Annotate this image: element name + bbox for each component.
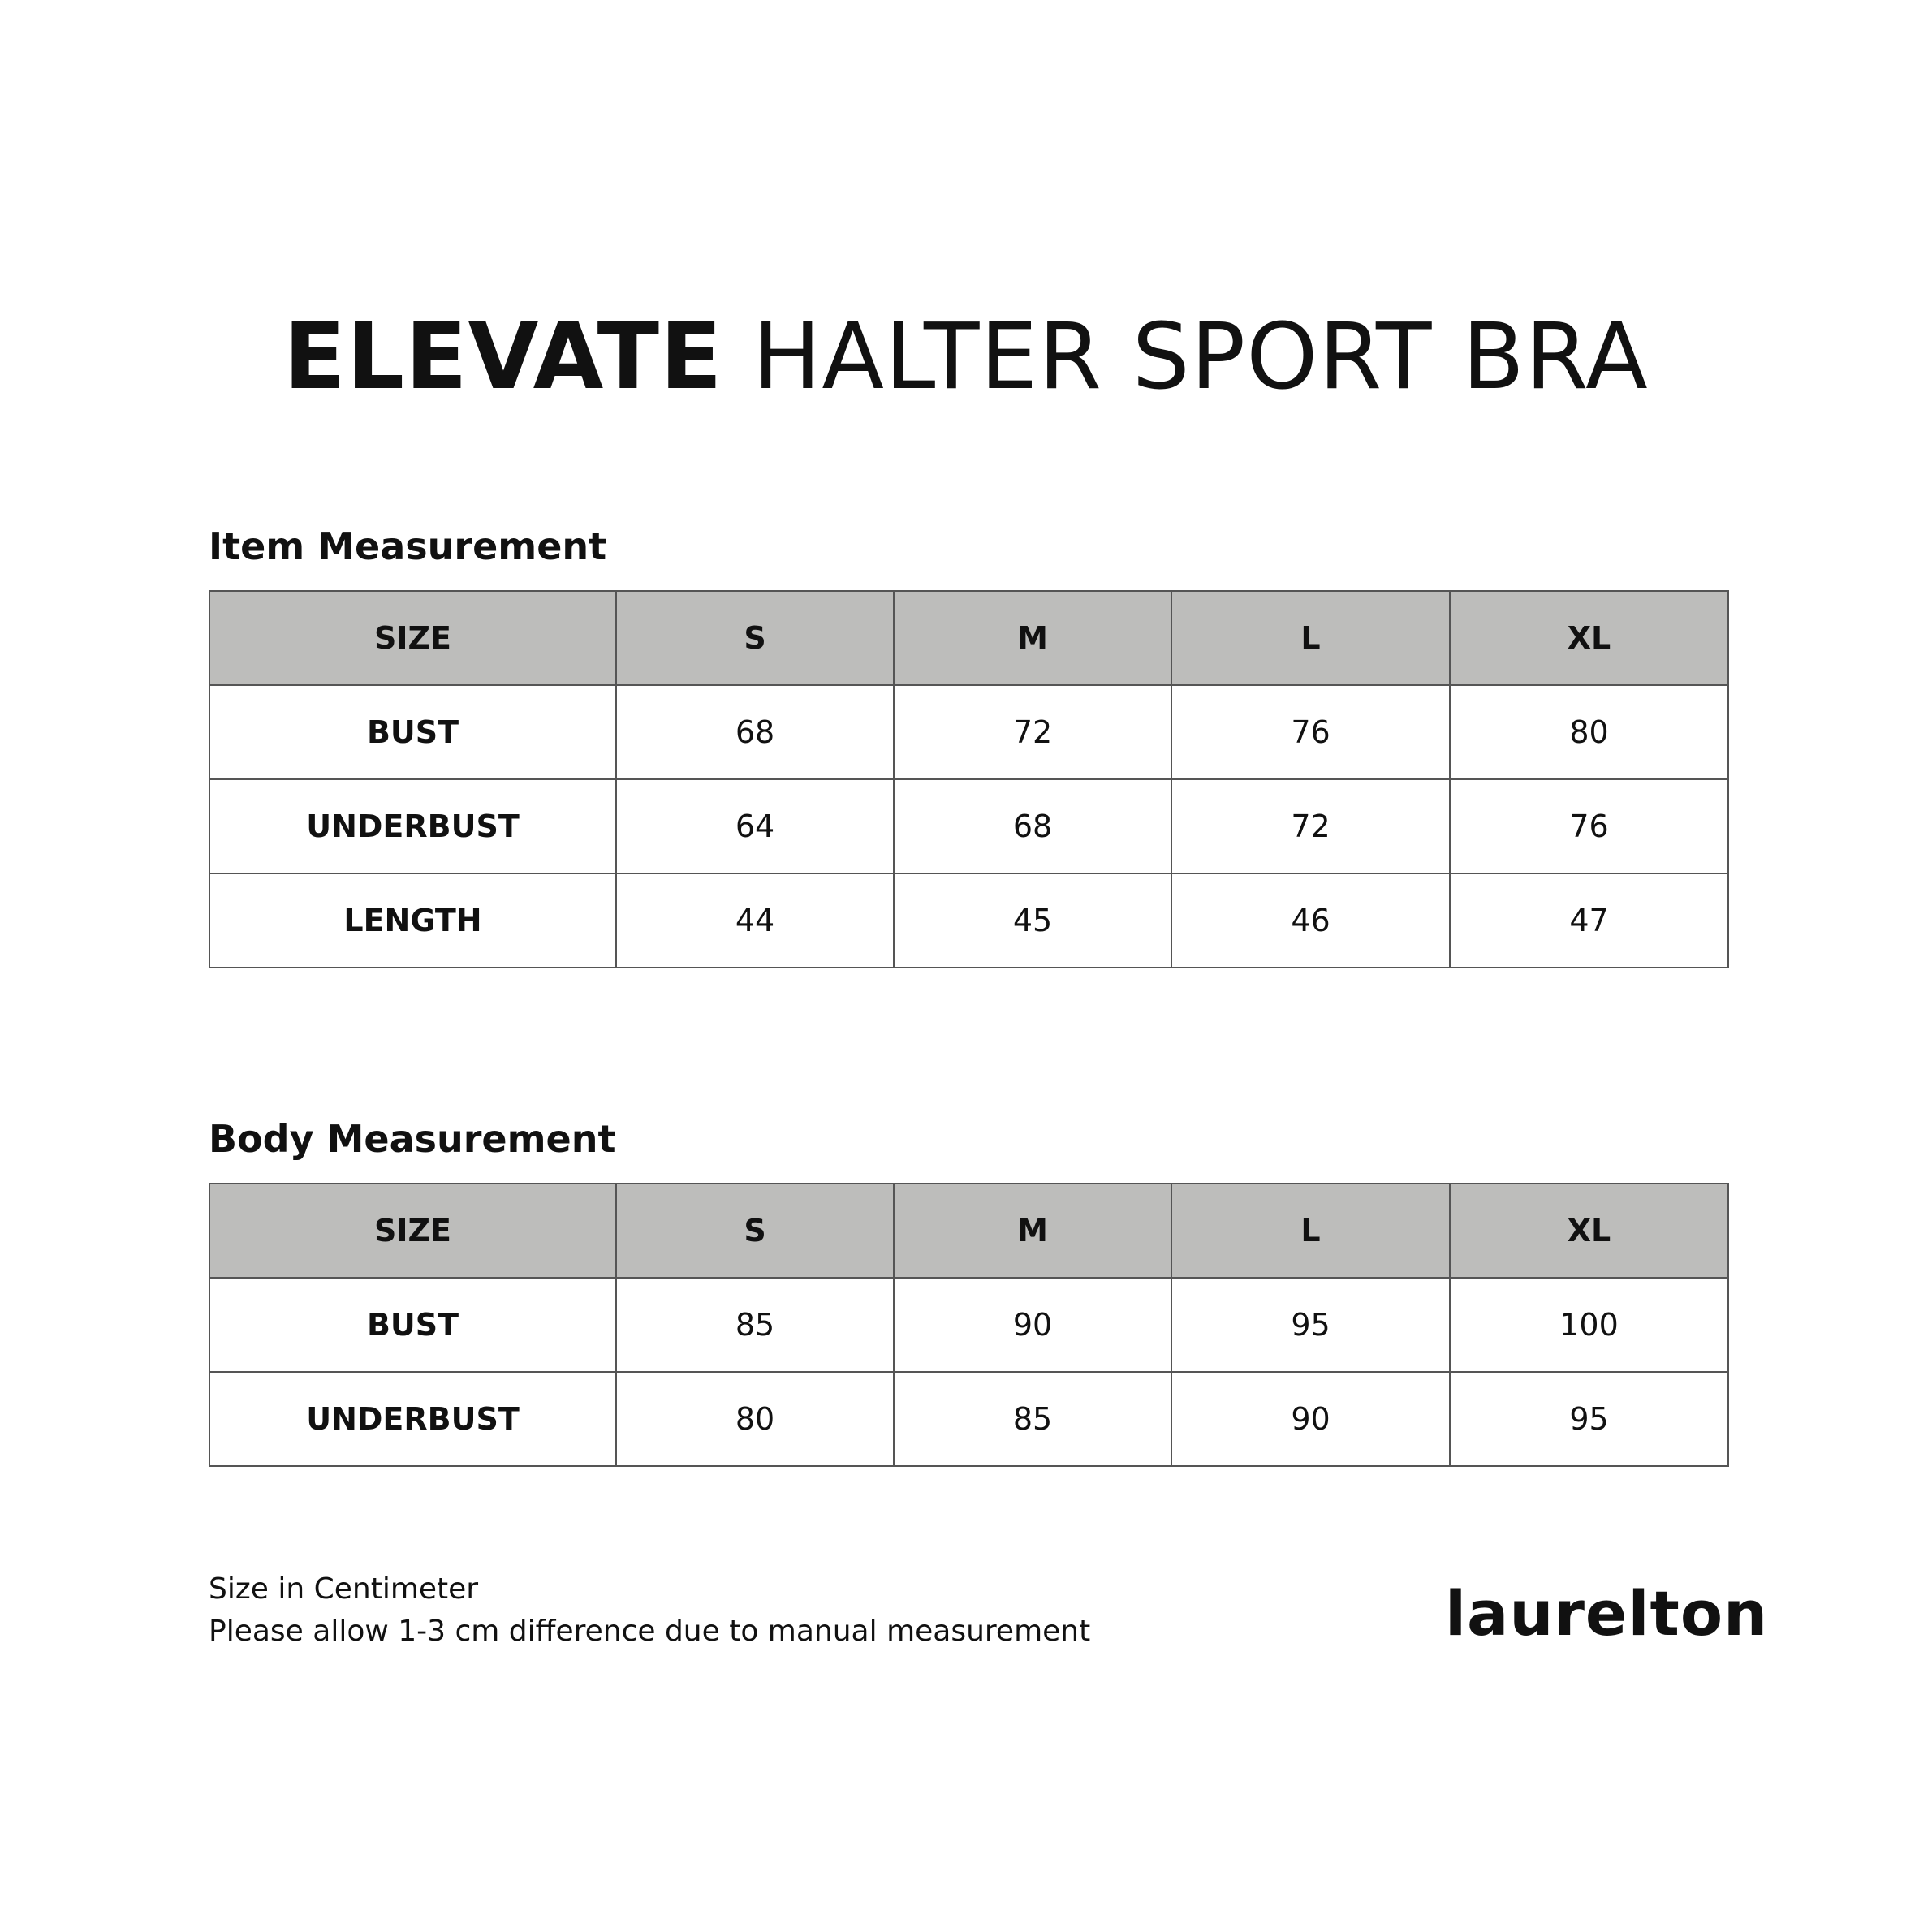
table-row	[209, 873, 1728, 968]
header-cell-xl: XL	[1450, 1184, 1728, 1278]
table-cell: 90	[894, 1278, 1171, 1372]
table-row	[209, 1278, 1728, 1372]
row-label: UNDERBUST	[209, 779, 616, 873]
row-label: BUST	[209, 685, 616, 779]
table-cell: 46	[1171, 873, 1450, 968]
table-cell: 95	[1171, 1278, 1450, 1372]
item-measurement-heading: Item Measurement	[209, 524, 607, 568]
units-note: Size in Centimeter	[209, 1572, 479, 1606]
table-row	[209, 1372, 1728, 1466]
row-label: LENGTH	[209, 873, 616, 968]
table-cell: 85	[616, 1278, 894, 1372]
header-cell-xl: XL	[1450, 591, 1728, 685]
row-label: BUST	[209, 1278, 616, 1372]
body-measurement-table	[209, 1183, 1729, 1467]
table-cell: 80	[1450, 685, 1728, 779]
item-measurement-table	[209, 590, 1729, 968]
table-cell: 64	[616, 779, 894, 873]
header-cell-s: S	[616, 1184, 894, 1278]
tolerance-note: Please allow 1-3 cm difference due to manual measurement	[209, 1615, 1091, 1648]
header-cell-size: SIZE	[209, 1184, 616, 1278]
header-cell-size: SIZE	[209, 591, 616, 685]
table-cell: 72	[894, 685, 1171, 779]
table-row	[209, 779, 1728, 873]
title-product-name: HALTER SPORT BRA	[753, 304, 1649, 410]
table-cell: 68	[616, 685, 894, 779]
table-cell: 45	[894, 873, 1171, 968]
header-cell-l: L	[1171, 1184, 1450, 1278]
table-cell: 76	[1450, 779, 1728, 873]
header-cell-l: L	[1171, 591, 1450, 685]
title-product-line: ELEVATE	[283, 304, 723, 410]
table-cell: 100	[1450, 1278, 1728, 1372]
header-cell-s: S	[616, 591, 894, 685]
table-cell: 72	[1171, 779, 1450, 873]
body-measurement-heading: Body Measurement	[209, 1117, 616, 1161]
header-cell-m: M	[894, 591, 1171, 685]
table-cell: 85	[894, 1372, 1171, 1466]
table-header-row	[209, 591, 1728, 685]
table-cell: 80	[616, 1372, 894, 1466]
row-label: UNDERBUST	[209, 1372, 616, 1466]
table-cell: 47	[1450, 873, 1728, 968]
table-cell: 90	[1171, 1372, 1450, 1466]
page-title	[0, 300, 1932, 414]
table-header-row	[209, 1184, 1728, 1278]
size-notes	[209, 1568, 1090, 1653]
table-cell: 95	[1450, 1372, 1728, 1466]
table-cell: 68	[894, 779, 1171, 873]
table-row	[209, 685, 1728, 779]
brand-logo: laurelton	[1445, 1577, 1769, 1650]
header-cell-m: M	[894, 1184, 1171, 1278]
table-cell: 76	[1171, 685, 1450, 779]
table-cell: 44	[616, 873, 894, 968]
